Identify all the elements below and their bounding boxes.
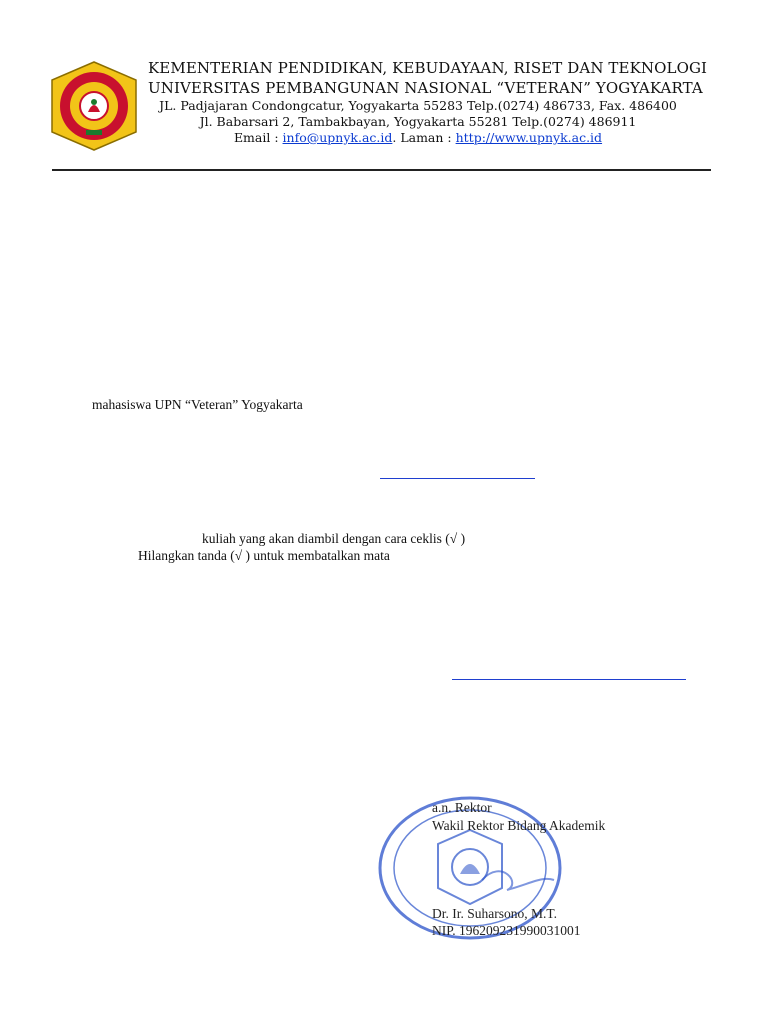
letterhead-divider: [52, 169, 711, 171]
ministry-name: KEMENTERIAN PENDIDIKAN, KEBUDAYAAN, RISET DAN TEKNOLOGI: [148, 59, 708, 77]
email-link[interactable]: info@upnyk.ac.id: [282, 130, 393, 145]
instruction-line-1: kuliah yang akan diambil dengan cara ceklis (√ ): [202, 531, 466, 546]
instruction-line-2: Hilangkan tanda (√ ) untuk membatalkan mata: [138, 548, 390, 563]
email-label: Email :: [233, 130, 283, 145]
contact-line: [148, 130, 688, 146]
blank-underline-1: [380, 478, 535, 479]
university-name: UNIVERSITAS PEMBANGUNAN NASIONAL “VETERAN” YOGYAKARTA: [148, 79, 703, 97]
website-link[interactable]: http://www.upnyk.ac.id: [455, 130, 603, 145]
blank-underline-2: [452, 679, 686, 680]
letterhead: [148, 58, 708, 146]
signatory-position: Wakil Rektor Bidang Akademik: [432, 818, 606, 833]
on-behalf-text: a.n. Rektor: [432, 800, 492, 815]
university-logo: [48, 60, 140, 152]
signatory-name: Dr. Ir. Suharsono, M.T.: [432, 906, 557, 921]
students-line: mahasiswa UPN “Veteran” Yogyakarta: [92, 397, 303, 412]
address-line-2: Jl. Babarsari 2, Tambakbayan, Yogyakarta 55281 Telp.(0274) 486911: [199, 114, 637, 129]
site-label: . Laman :: [392, 130, 456, 145]
signatory-nip: NIP. 196209231990031001: [432, 923, 581, 938]
address-line-1: JL. Padjajaran Condongcatur, Yogyakarta 55283 Telp.(0274) 486733, Fax. 486400: [159, 98, 677, 113]
